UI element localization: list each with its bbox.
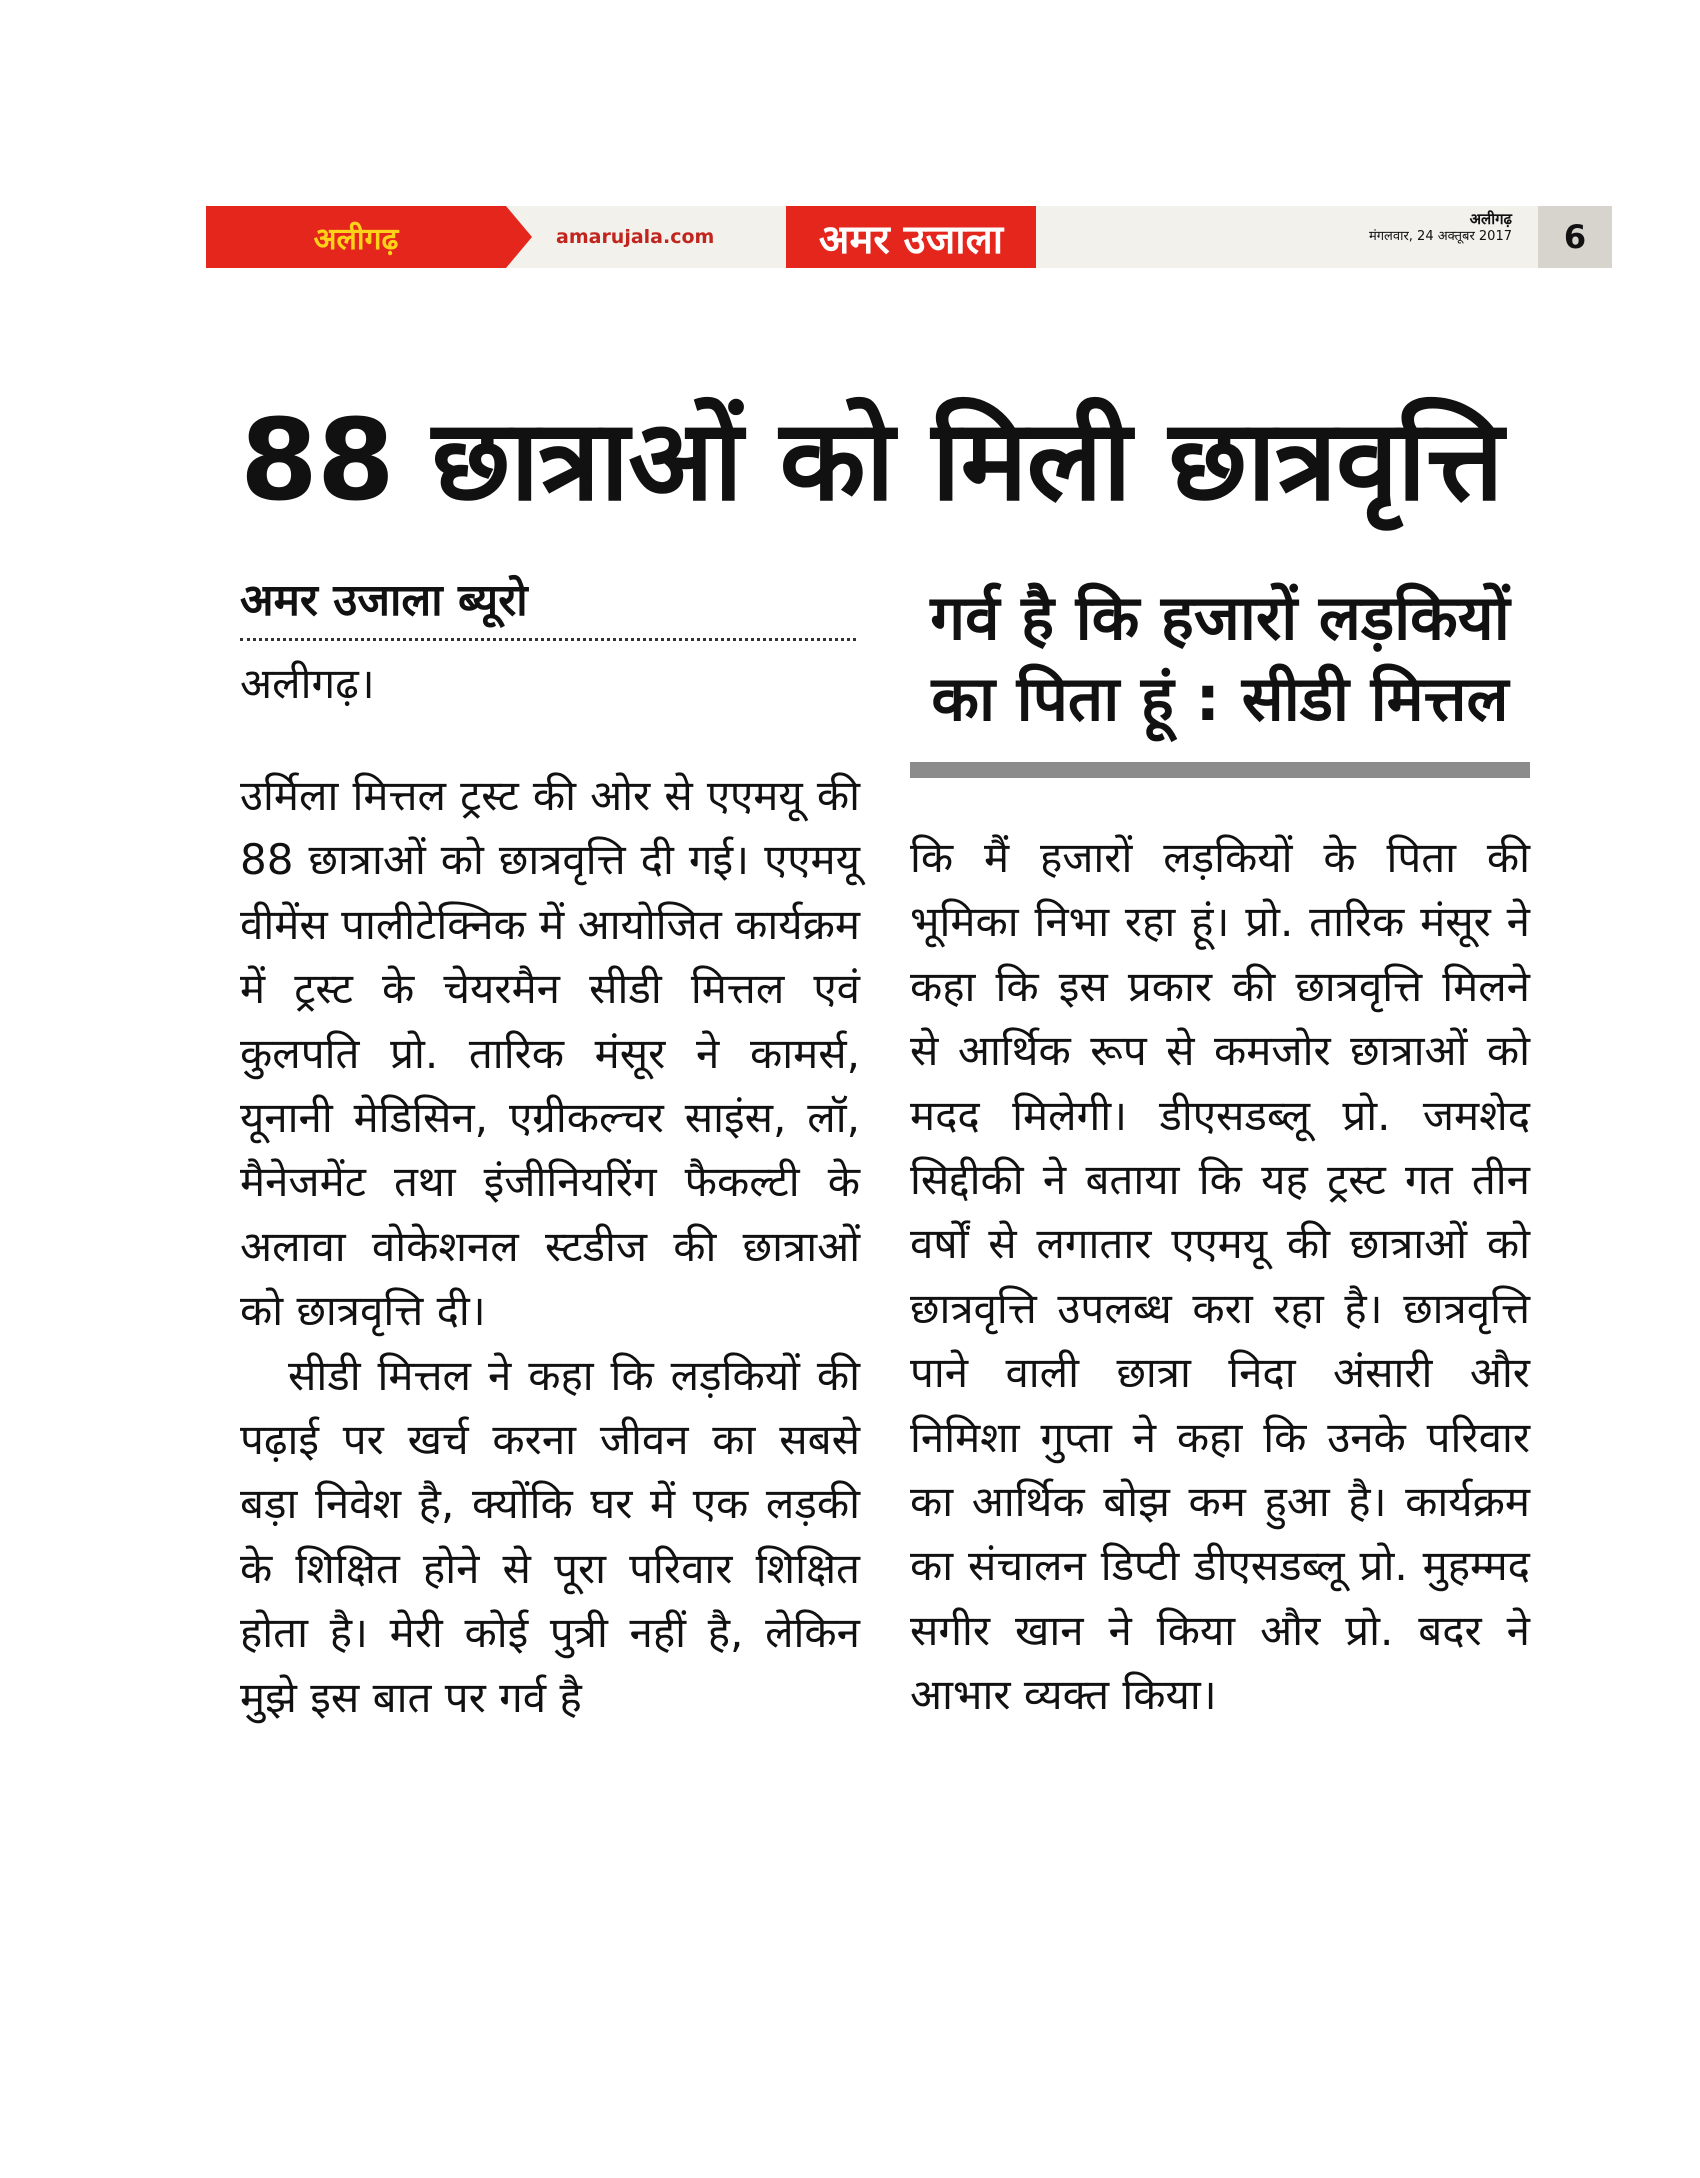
- sub-headline: [910, 578, 1530, 739]
- sub-headline-rule: [910, 762, 1530, 778]
- article-paragraph-3: कि मैं हजारों लड़कियों के पिता की भूमिका निभा रहा हूं। प्रो. तारिक मंसूर ने कहा कि इस प्रकार की छात्रवृत्ति मिलने से आर्थिक रूप से कमजोर छात्राओं को मदद मिलेगी। डीएसडब्लू प्रो. जमशेद सिद्दीकी ने बताया कि यह ट्रस्ट गत तीन वर्षों से लगातार एएमयू की छात्राओं को छात्रवृत्ति उपलब्ध करा रहा है। छात्रवृत्ति पाने वाली छात्रा निदा अंसारी और निमिशा गुप्ता ने कहा कि उनके परिवार का आर्थिक बोझ कम हुआ है। कार्यक्रम का संचालन डिप्टी डीएसडब्लू प्रो. मुहम्मद सगीर खान ने किया और प्रो. बदर ने आभार व्यक्त किया।: [910, 833, 1530, 1720]
- article-paragraph-1: उर्मिला मित्तल ट्रस्ट की ओर से एएमयू की 88 छात्राओं को छात्रवृत्ति दी गई। एएमयू वीमेंस पालीटेक्निक में आयोजित कार्यक्रम में ट्रस्ट के चेयरमैन सीडी मित्तल एवं कुलपति प्रो. तारिक मंसूर ने कामर्स, यूनानी मेडिसिन, एग्रीकल्चर साइंस, लॉ, मैनेजमेंट तथा इंजीनियरिंग फैकल्टी के अलावा वोकेशनल स्टडीज की छात्राओं को छात्रवृत्ति दी।: [240, 771, 860, 1336]
- article-column-right: [910, 826, 1530, 1728]
- city-tab: [206, 206, 506, 268]
- article-headline: 88 छात्राओं को मिली छात्रवृत्ति: [240, 396, 1503, 526]
- site-url: amarujala.com: [556, 226, 715, 248]
- page-number: 6: [1538, 206, 1612, 268]
- brand-logo-text: अमर उजाला: [818, 216, 1004, 263]
- article-paragraph-2: सीडी मित्तल ने कहा कि लड़कियों की पढ़ाई पर खर्च करना जीवन का सबसे बड़ा निवेश है, क्योंकि घर में एक लड़की के शिक्षित होने से पूरा परिवार शिक्षित होता है। मेरी कोई पुत्री नहीं है, लेकिन मुझे इस बात पर गर्व है: [240, 1350, 860, 1722]
- edition-city: अलीगढ़: [1469, 210, 1512, 228]
- masthead-strip: [206, 206, 1612, 268]
- byline: अमर उजाला ब्यूरो: [240, 568, 856, 641]
- dateline: अलीगढ़।: [240, 659, 375, 708]
- sub-headline-line-2: का पिता हूं : सीडी मित्तल: [931, 661, 1509, 735]
- edition-info: [1369, 210, 1512, 245]
- article-column-left: [240, 764, 860, 1730]
- sub-headline-line-1: गर्व है कि हजारों लड़कियों: [930, 581, 1510, 654]
- tab-arrow: [506, 206, 532, 268]
- brand-logo: [786, 206, 1036, 268]
- city-tab-label: अलीगढ़: [313, 221, 399, 257]
- edition-date: मंगलवार, 24 अक्तूबर 2017: [1368, 228, 1512, 244]
